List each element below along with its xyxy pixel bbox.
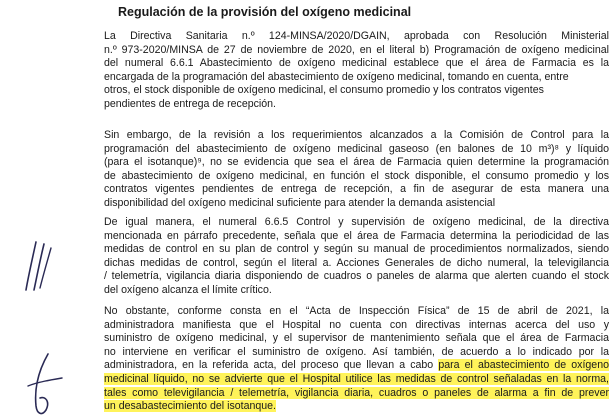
text-line [104,387,609,401]
text-line: La Directiva Sanitaria n.º 124-MINSA/2020/DGAIN, aprobada con Resolución Ministerial [104,30,609,42]
highlighted-text: medicinal líquido, no se advierte que el Hospital utilice las medidas de control señaladas en la norma, [104,372,609,385]
text-line: suministro de oxígeno medicinal, y el supervisor de mantenimiento señala que el área de Farmacia [104,332,609,345]
text-line: (para el isotanque)⁹, no se evidencia que sea el área de Farmacia quien determine la programación [104,156,609,169]
text-line: Sin embargo, de la revisión a los requerimientos alcanzados a la Comisión de Control para la [104,129,609,141]
section-title: Regulación de la provisión del oxígeno medicinal [118,5,412,19]
text-line: programación del abastecimiento de oxígeno medicinal gaseoso (en balones de 10 m³)⁸ y líquido [104,142,609,155]
text-line: contratos vigentes pendientes de entrega de recepción, a fin de asegurar de esta manera una [104,183,609,196]
text-line: disponibilidad del oxígeno medicinal suficiente para atender la demanda asistencial [104,196,496,209]
highlighted-text: para el abastecimiento de oxígeno [438,359,609,372]
text-line: pendientes de entrega de recepción. [104,97,276,110]
handwritten-initial-top [18,238,58,294]
text-line: del numeral 6.6.1 Abastecimiento de oxígeno medicinal establece que el área de Farmacia es la [104,57,609,70]
paragraph-no-obstante [104,305,609,414]
paragraph-directiva [104,30,609,112]
text-line: n.º 973-2020/MINSA de 27 de noviembre de 2020, en el literal b) Programación de oxígeno medicinal [104,43,609,56]
text-line [104,400,609,414]
highlighted-text: tales como televigilancia / telemetría, vigilancia diaria, cuadros o paneles de alarma a fin de prever [104,386,609,399]
paragraph-de-igual-manera [104,216,609,298]
text-line: de abastecimiento de oxígeno medicinal, en función el stock disponible, el consumo promedio y los [104,169,609,182]
text-line: mencionada en párrafo precedente, señala que el área de Farmacia determina la periodicidad de las [104,229,609,242]
text-line: del oxígeno alcanza el límite crítico. [104,283,272,296]
text-line: / telemetría, vigilancia diaria disponiendo de cuadros o paneles de alarma que alerten cuando el stock [104,270,609,283]
handwritten-signature-bottom [22,352,68,420]
paragraph-sin-embargo [104,129,609,211]
text-line: administradora manifiesta que el Hospital no cuenta con directivas internas acerca del uso y [104,318,609,331]
text-line [104,373,609,387]
text-line: No obstante, conforme consta en el “Acta de Inspección Física” de 15 de abril de 2021, la [104,305,609,317]
highlighted-text: un desabastecimiento del isotanque. [104,400,276,413]
text-line: encargada de la programación del abastecimiento de oxígeno medicinal, tomando en cuenta, entre [104,70,569,83]
text-line: no interviene en verificar el suministro de oxígeno. Así también, de acuerdo a lo indicado por la [104,345,609,358]
text-line: dichas medidas de control, según el literal a. Acciones Generales de dicho numeral, la televigilancia [104,256,609,269]
text-line: De igual manera, el numeral 6.6.5 Control y supervisión de oxígeno medicinal, de la directiva [104,216,609,228]
text-line: medidas de control en su plan de control y según su manual de procedimientos normalizados, siendo [104,243,609,256]
text-line: administradora, en la referida acta, del proceso que llevan a cabo para el abastecimiento de oxígeno [104,359,609,372]
text-line: otros, el stock disponible de oxígeno medicinal, el consumo promedio y los contratos vigentes [104,84,544,97]
